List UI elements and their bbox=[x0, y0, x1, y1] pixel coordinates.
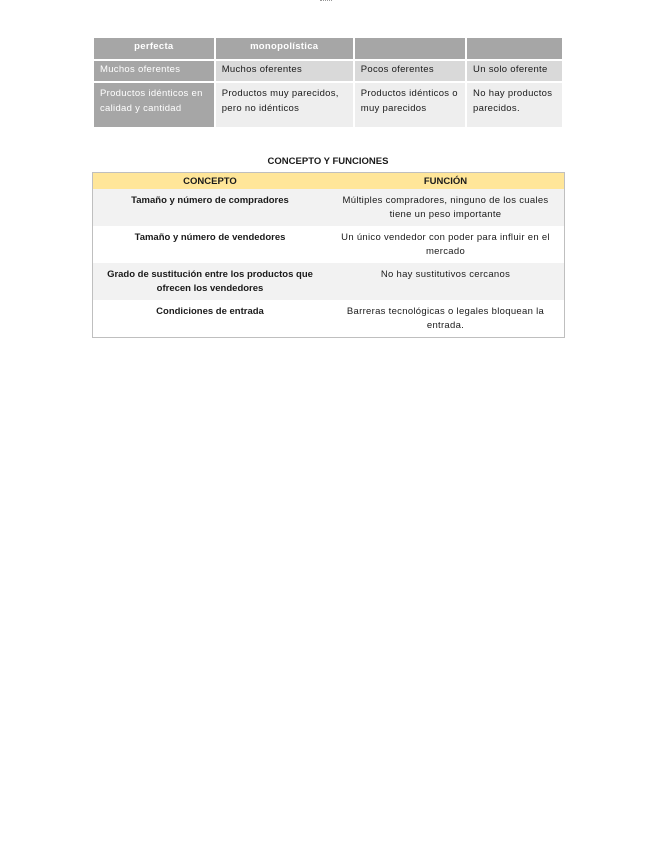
concept-cell: Condiciones de entrada bbox=[93, 300, 328, 338]
market-cell: Un solo oferente bbox=[467, 61, 562, 83]
table-row bbox=[93, 226, 565, 263]
function-cell: Barreras tecnológicas o legales bloquean la entrada. bbox=[327, 300, 565, 338]
page-top-mark bbox=[320, 0, 332, 3]
function-cell: Un único vendedor con poder para influir en el mercado bbox=[327, 226, 565, 263]
function-header-cell: FUNCIÓN bbox=[327, 173, 565, 190]
market-header-cell: perfecta bbox=[94, 38, 214, 61]
function-cell: Múltiples compradores, ninguno de los cuales tiene un peso importante bbox=[327, 189, 565, 226]
table-row bbox=[93, 300, 565, 338]
table-row bbox=[93, 263, 565, 300]
market-cell: Productos idénticos o muy parecidos bbox=[355, 83, 465, 127]
market-header-cell bbox=[355, 38, 465, 61]
concept-cell: Grado de sustitución entre los productos que ofrecen los vendedores bbox=[93, 263, 328, 300]
market-cell: No hay productos parecidos. bbox=[467, 83, 562, 127]
table-row bbox=[94, 83, 562, 127]
concept-functions-table bbox=[92, 172, 565, 338]
concept-table-header bbox=[93, 173, 565, 190]
function-cell: No hay sustitutivos cercanos bbox=[327, 263, 565, 300]
table-row bbox=[93, 189, 565, 226]
market-cell: Productos muy parecidos, pero no idénticos bbox=[216, 83, 353, 127]
concept-cell: Tamaño y número de compradores bbox=[93, 189, 328, 226]
market-cell: Muchos oferentes bbox=[94, 61, 214, 83]
market-cell: Pocos oferentes bbox=[355, 61, 465, 83]
concept-header-cell: CONCEPTO bbox=[93, 173, 328, 190]
market-types-table bbox=[92, 38, 564, 127]
table-row bbox=[94, 61, 562, 83]
market-header-cell: monopolística bbox=[216, 38, 353, 61]
market-table-header bbox=[94, 38, 562, 61]
market-cell: Productos idénticos en calidad y cantidad bbox=[94, 83, 214, 127]
market-cell: Muchos oferentes bbox=[216, 61, 353, 83]
concept-cell: Tamaño y número de vendedores bbox=[93, 226, 328, 263]
market-header-cell bbox=[467, 38, 562, 61]
concept-table-title: CONCEPTO Y FUNCIONES bbox=[267, 156, 389, 167]
